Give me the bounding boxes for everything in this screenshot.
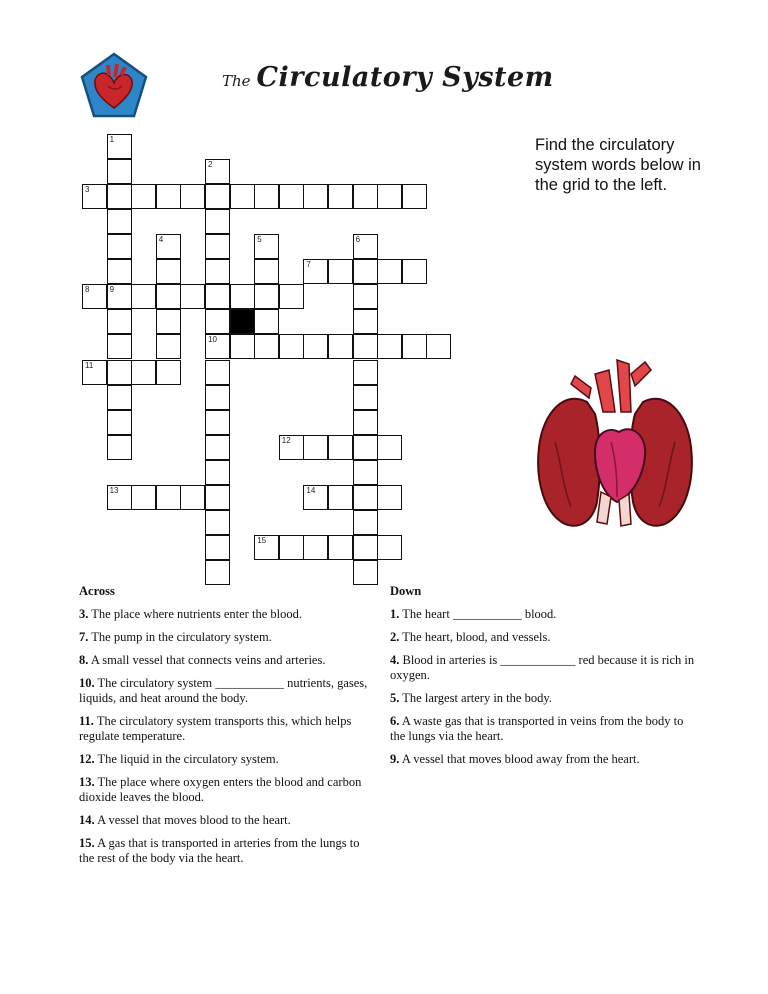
across-clue (79, 714, 369, 744)
crossword-cell[interactable] (303, 435, 328, 460)
clue-text: A vessel that moves blood to the heart. (97, 813, 291, 827)
clue-num: 8. (79, 653, 89, 667)
crossword-cell[interactable] (107, 435, 132, 460)
clue-text: A waste gas that is transported in veins from the body to the lungs via the heart. (390, 714, 684, 743)
crossword-cell[interactable] (353, 510, 378, 535)
clue-number: 5 (257, 235, 262, 245)
crossword-cell[interactable] (156, 259, 181, 284)
crossword-cell[interactable] (254, 184, 279, 209)
clue-text: The liquid in the circulatory system. (97, 752, 279, 766)
crossword-cell[interactable] (205, 510, 230, 535)
crossword-cell[interactable] (353, 284, 378, 309)
clue-number: 12 (281, 435, 291, 445)
crossword-cell[interactable] (402, 259, 427, 284)
crossword-cell[interactable] (303, 334, 328, 359)
crossword-cell[interactable] (205, 535, 230, 560)
clue-number: 7 (306, 260, 311, 270)
crossword-cell[interactable] (205, 209, 230, 234)
clue-number: 14 (306, 485, 316, 495)
crossword-cell[interactable] (377, 259, 402, 284)
across-clue (79, 775, 369, 805)
crossword-cell[interactable] (107, 309, 132, 334)
crossword-cell[interactable] (156, 284, 181, 309)
heart-pentagon-icon (78, 50, 150, 120)
crossword-cell[interactable] (205, 485, 230, 510)
crossword-cell[interactable] (180, 485, 205, 510)
crossword-cell[interactable] (353, 535, 378, 560)
crossword-cell[interactable] (107, 159, 132, 184)
clue-num: 14. (79, 813, 95, 827)
clue-number: 15 (257, 535, 267, 545)
crossword-cell[interactable] (205, 234, 230, 259)
across-clue (79, 676, 369, 706)
crossword-cell[interactable] (353, 234, 378, 259)
crossword-cell[interactable] (279, 184, 304, 209)
crossword-cell[interactable] (180, 284, 205, 309)
crossword-cell[interactable] (279, 435, 304, 460)
crossword-cell[interactable] (205, 184, 230, 209)
crossword-cell[interactable] (205, 385, 230, 410)
crossword-cell[interactable] (131, 485, 156, 510)
clue-num: 15. (79, 836, 95, 850)
crossword-cell[interactable] (254, 334, 279, 359)
crossword-cell[interactable] (377, 485, 402, 510)
clue-text: A small vessel that connects veins and arteries. (90, 653, 326, 667)
crossword-cell[interactable] (205, 460, 230, 485)
crossword-block-cell (230, 309, 255, 334)
clue-number: 2 (208, 160, 213, 170)
across-clue (79, 813, 369, 828)
crossword-cell[interactable] (402, 334, 427, 359)
crossword-cell[interactable] (353, 435, 378, 460)
clue-number: 3 (85, 185, 90, 195)
crossword-cell[interactable] (230, 184, 255, 209)
crossword-cell[interactable] (107, 234, 132, 259)
crossword-cell[interactable] (205, 435, 230, 460)
clue-number: 6 (355, 235, 361, 245)
clue-num: 3. (79, 607, 89, 621)
crossword-cell[interactable] (353, 410, 378, 435)
crossword-cell[interactable] (377, 435, 402, 460)
clue-number: 4 (158, 235, 164, 245)
clue-num: 11. (79, 714, 94, 728)
crossword-cell[interactable] (328, 435, 353, 460)
crossword-cell[interactable] (82, 184, 107, 209)
crossword-cell[interactable] (107, 485, 132, 510)
crossword-cell[interactable] (205, 560, 230, 585)
crossword-cell[interactable] (107, 385, 132, 410)
crossword-cell[interactable] (377, 334, 402, 359)
crossword-cell[interactable] (328, 184, 353, 209)
across-clue (79, 836, 369, 866)
crossword-cell[interactable] (205, 309, 230, 334)
crossword-cell[interactable] (328, 334, 353, 359)
crossword-cell[interactable] (303, 485, 328, 510)
clue-num: 4. (390, 653, 400, 667)
crossword-cell[interactable] (205, 334, 230, 359)
clue-text: The heart ___________ blood. (402, 607, 557, 621)
crossword-cell[interactable] (377, 184, 402, 209)
clue-text: The place where oxygen enters the blood and carbon dioxide leaves the blood. (79, 775, 362, 804)
crossword-cell[interactable] (82, 360, 107, 385)
clue-number: 11 (85, 360, 94, 370)
crossword-cell[interactable] (107, 209, 132, 234)
instructions-text: Find the circulatory system words below in the grid to the left. (535, 136, 701, 194)
crossword-cell[interactable] (377, 535, 402, 560)
crossword-cell[interactable] (279, 535, 304, 560)
crossword-cell[interactable] (107, 360, 132, 385)
clue-num: 12. (79, 752, 95, 766)
crossword-cell[interactable] (131, 284, 156, 309)
crossword-cell[interactable] (230, 334, 255, 359)
clue-text: A gas that is transported in arteries from the lungs to the rest of the body via the heart. (79, 836, 360, 865)
crossword-cell[interactable] (353, 360, 378, 385)
crossword-cell[interactable] (156, 334, 181, 359)
crossword-cell[interactable] (279, 284, 304, 309)
crossword-cell[interactable] (230, 284, 255, 309)
clue-number: 1 (109, 135, 115, 144)
crossword-cell[interactable] (254, 284, 279, 309)
crossword-cell[interactable] (82, 284, 107, 309)
clue-num: 7. (79, 630, 89, 644)
clue-num: 2. (390, 630, 400, 644)
heart-anatomy-icon (535, 352, 695, 534)
down-clue (390, 630, 695, 645)
clue-text: Blood in arteries is ____________ red because it is rich in oxygen. (390, 653, 695, 682)
across-clue (79, 752, 369, 767)
crossword-cell[interactable] (107, 284, 132, 309)
clue-num: 5. (390, 691, 400, 705)
crossword-cell[interactable] (205, 259, 230, 284)
crossword-cell[interactable] (254, 234, 279, 259)
down-clue (390, 691, 695, 706)
clue-text: The circulatory system ___________ nutrients, gases, liquids, and heat around the body. (79, 676, 368, 705)
crossword-cell[interactable] (303, 535, 328, 560)
clue-text: A vessel that moves blood away from the heart. (401, 752, 640, 766)
crossword-cell[interactable] (402, 184, 427, 209)
clue-number: 10 (208, 335, 217, 345)
down-clue (390, 714, 695, 744)
title-prefix: The (222, 72, 251, 90)
crossword-cell[interactable] (353, 460, 378, 485)
clue-text: The largest artery in the body. (402, 691, 552, 705)
crossword-cell[interactable] (156, 360, 181, 385)
crossword-cell[interactable] (107, 184, 132, 209)
crossword-cell[interactable] (107, 259, 132, 284)
across-heading: Across (79, 584, 115, 598)
clue-num: 9. (390, 752, 400, 766)
crossword-cell[interactable] (156, 234, 181, 259)
clue-num: 10. (79, 676, 95, 690)
across-clues (79, 584, 369, 874)
clue-num: 6. (390, 714, 400, 728)
crossword-cell[interactable] (353, 309, 378, 334)
crossword-cell[interactable] (328, 485, 353, 510)
clue-text: The pump in the circulatory system. (91, 630, 272, 644)
clue-text: The place where nutrients enter the blood. (91, 607, 302, 621)
across-clue (79, 653, 369, 668)
crossword-cell[interactable] (205, 410, 230, 435)
title-main: Circulatory System (256, 62, 554, 93)
crossword-cell[interactable] (156, 485, 181, 510)
crossword-cell[interactable] (254, 309, 279, 334)
crossword-cell[interactable] (205, 284, 230, 309)
crossword-cell[interactable] (107, 134, 132, 159)
crossword-cell[interactable] (353, 184, 378, 209)
crossword-cell[interactable] (353, 259, 378, 284)
crossword-cell[interactable] (131, 360, 156, 385)
across-clue (79, 607, 369, 622)
down-heading: Down (390, 584, 422, 598)
crossword-cell[interactable] (205, 360, 230, 385)
crossword-cell[interactable] (131, 184, 156, 209)
down-clue (390, 653, 695, 683)
crossword-cell[interactable] (353, 334, 378, 359)
crossword-cell[interactable] (328, 535, 353, 560)
crossword-cell[interactable] (205, 159, 230, 184)
crossword-cell[interactable] (180, 184, 205, 209)
crossword-cell[interactable] (107, 410, 132, 435)
down-clues (390, 584, 695, 775)
clue-number: 13 (109, 485, 119, 495)
page-title (222, 62, 554, 93)
crossword-cell[interactable] (156, 309, 181, 334)
clue-number: 9 (109, 285, 115, 295)
crossword-cell[interactable] (156, 184, 181, 209)
crossword-cell[interactable] (353, 560, 378, 585)
clue-number: 8 (85, 285, 90, 295)
crossword-cell[interactable] (279, 334, 304, 359)
down-clue (390, 752, 695, 767)
clue-text: The heart, blood, and vessels. (402, 630, 551, 644)
across-clue (79, 630, 369, 645)
crossword-cell[interactable] (303, 259, 328, 284)
crossword-cell[interactable] (426, 334, 451, 359)
clue-num: 1. (390, 607, 400, 621)
crossword-cell[interactable] (303, 184, 328, 209)
crossword-cell[interactable] (254, 259, 279, 284)
crossword-cell[interactable] (353, 385, 378, 410)
clue-num: 13. (79, 775, 95, 789)
crossword-cell[interactable] (107, 334, 132, 359)
clue-text: The circulatory system transports this, which helps regulate temperature. (79, 714, 352, 743)
crossword-cell[interactable] (353, 485, 378, 510)
down-clue (390, 607, 695, 622)
crossword-cell[interactable] (328, 259, 353, 284)
crossword-cell[interactable] (254, 535, 279, 560)
